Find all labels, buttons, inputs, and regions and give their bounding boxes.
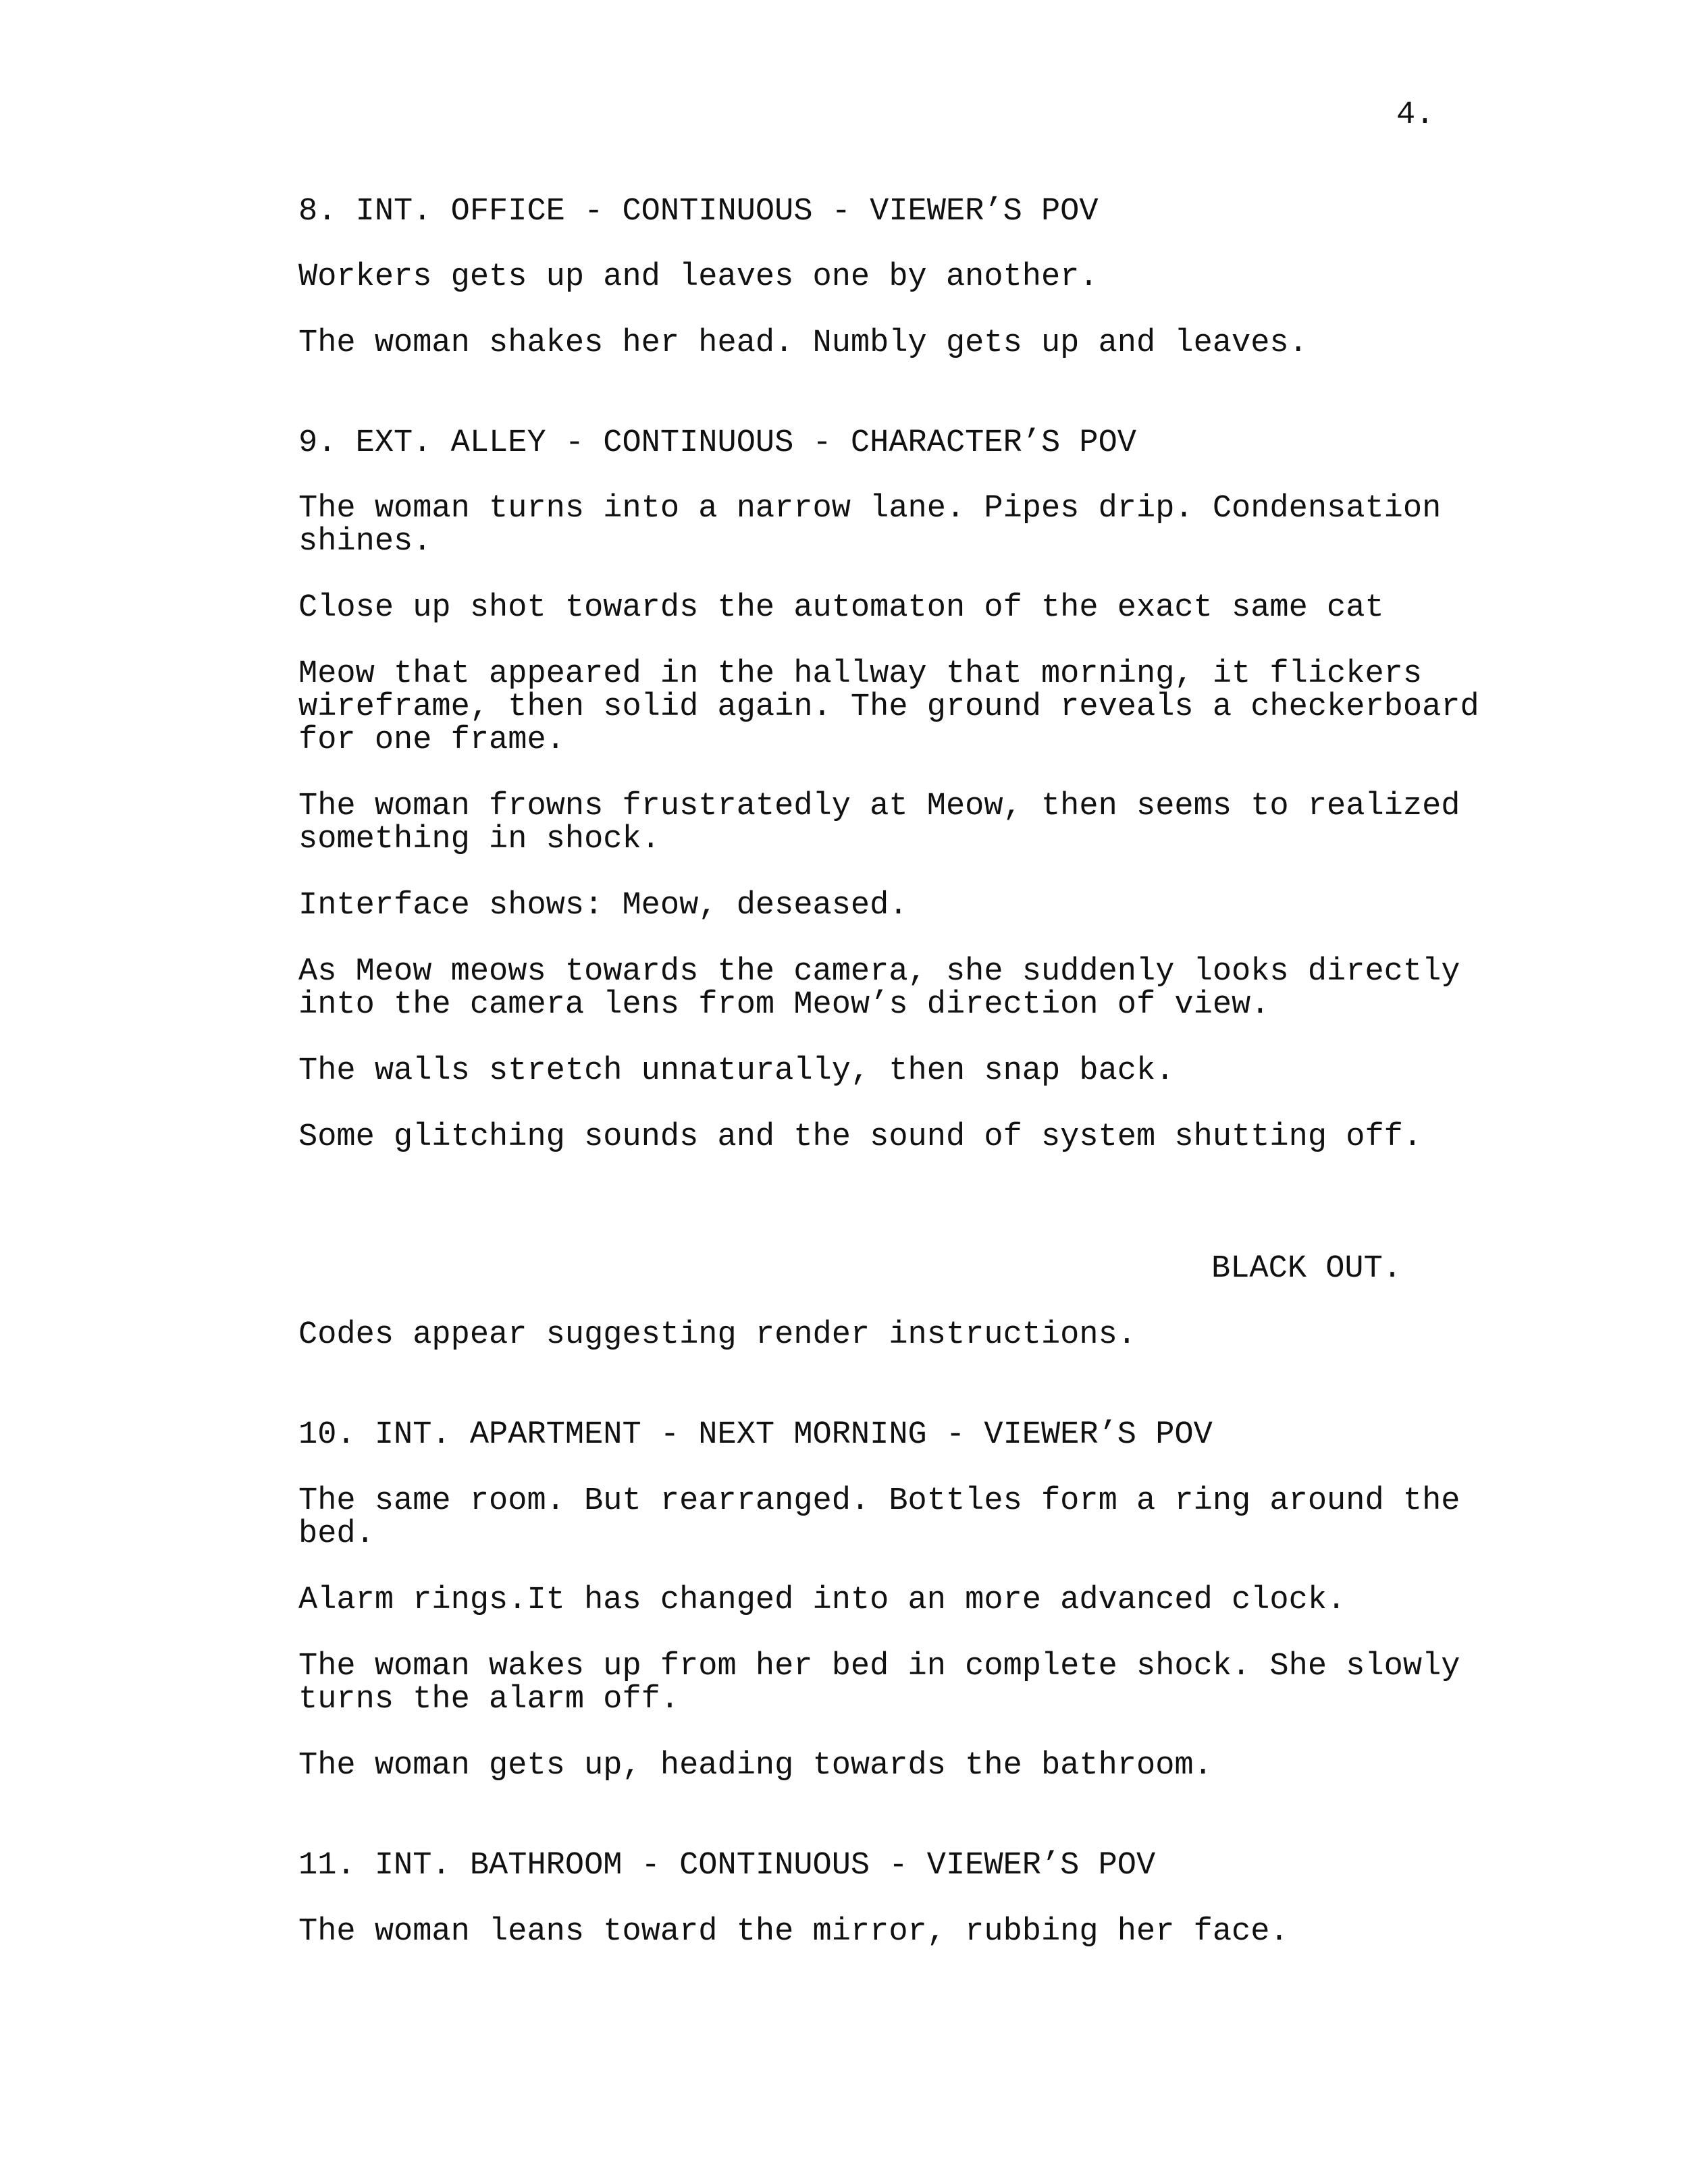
action-line: Alarm rings.It has changed into an more advanced clock. <box>298 1582 1346 1618</box>
action-line: Workers gets up and leaves one by another. <box>298 259 1099 295</box>
action-line: The walls stretch unnaturally, then snap back. <box>298 1053 1175 1089</box>
action-line: The woman frowns frustratedly at Meow, then seems to realized <box>298 789 1460 824</box>
action-line: Some glitching sounds and the sound of system shutting off. <box>298 1119 1423 1155</box>
action-line: The woman leans toward the mirror, rubbing her face. <box>298 1914 1289 1950</box>
action-line: As Meow meows towards the camera, she suddenly looks directly <box>298 954 1460 990</box>
scene-heading-9: 9. EXT. ALLEY - CONTINUOUS - CHARACTER’S POV <box>298 425 1137 461</box>
action-line: Meow that appeared in the hallway that morning, it flickers <box>298 656 1423 692</box>
action-line: shines. <box>298 524 432 560</box>
action-line: turns the alarm off. <box>298 1682 680 1717</box>
action-line: something in shock. <box>298 822 660 857</box>
action-line: The woman gets up, heading towards the bathroom. <box>298 1748 1213 1784</box>
scene-heading-10: 10. INT. APARTMENT - NEXT MORNING - VIEWER’S POV <box>298 1417 1213 1453</box>
scene-heading-8: 8. INT. OFFICE - CONTINUOUS - VIEWER’S POV <box>298 194 1099 230</box>
action-line: bed. <box>298 1516 375 1552</box>
action-line: The same room. But rearranged. Bottles form a ring around the <box>298 1483 1460 1519</box>
action-line: The woman shakes her head. Numbly gets up and leaves. <box>298 325 1308 361</box>
action-line: The woman wakes up from her bed in complete shock. She slowly <box>298 1649 1460 1684</box>
action-line: Interface shows: Meow, deseased. <box>298 888 908 924</box>
action-line: into the camera lens from Meow’s direction of view. <box>298 987 1270 1023</box>
scene-heading-11: 11. INT. BATHROOM - CONTINUOUS - VIEWER’S POV <box>298 1848 1156 1884</box>
action-line: wireframe, then solid again. The ground reveals a checkerboard <box>298 689 1479 725</box>
action-line: Codes appear suggesting render instructions. <box>298 1317 1137 1353</box>
transition: BLACK OUT. <box>1211 1251 1402 1287</box>
action-line: The woman turns into a narrow lane. Pipes drip. Condensation <box>298 491 1442 527</box>
action-line: Close up shot towards the automaton of the exact same cat <box>298 590 1384 626</box>
action-line: for one frame. <box>298 722 565 758</box>
page-number: 4. <box>1396 97 1435 133</box>
